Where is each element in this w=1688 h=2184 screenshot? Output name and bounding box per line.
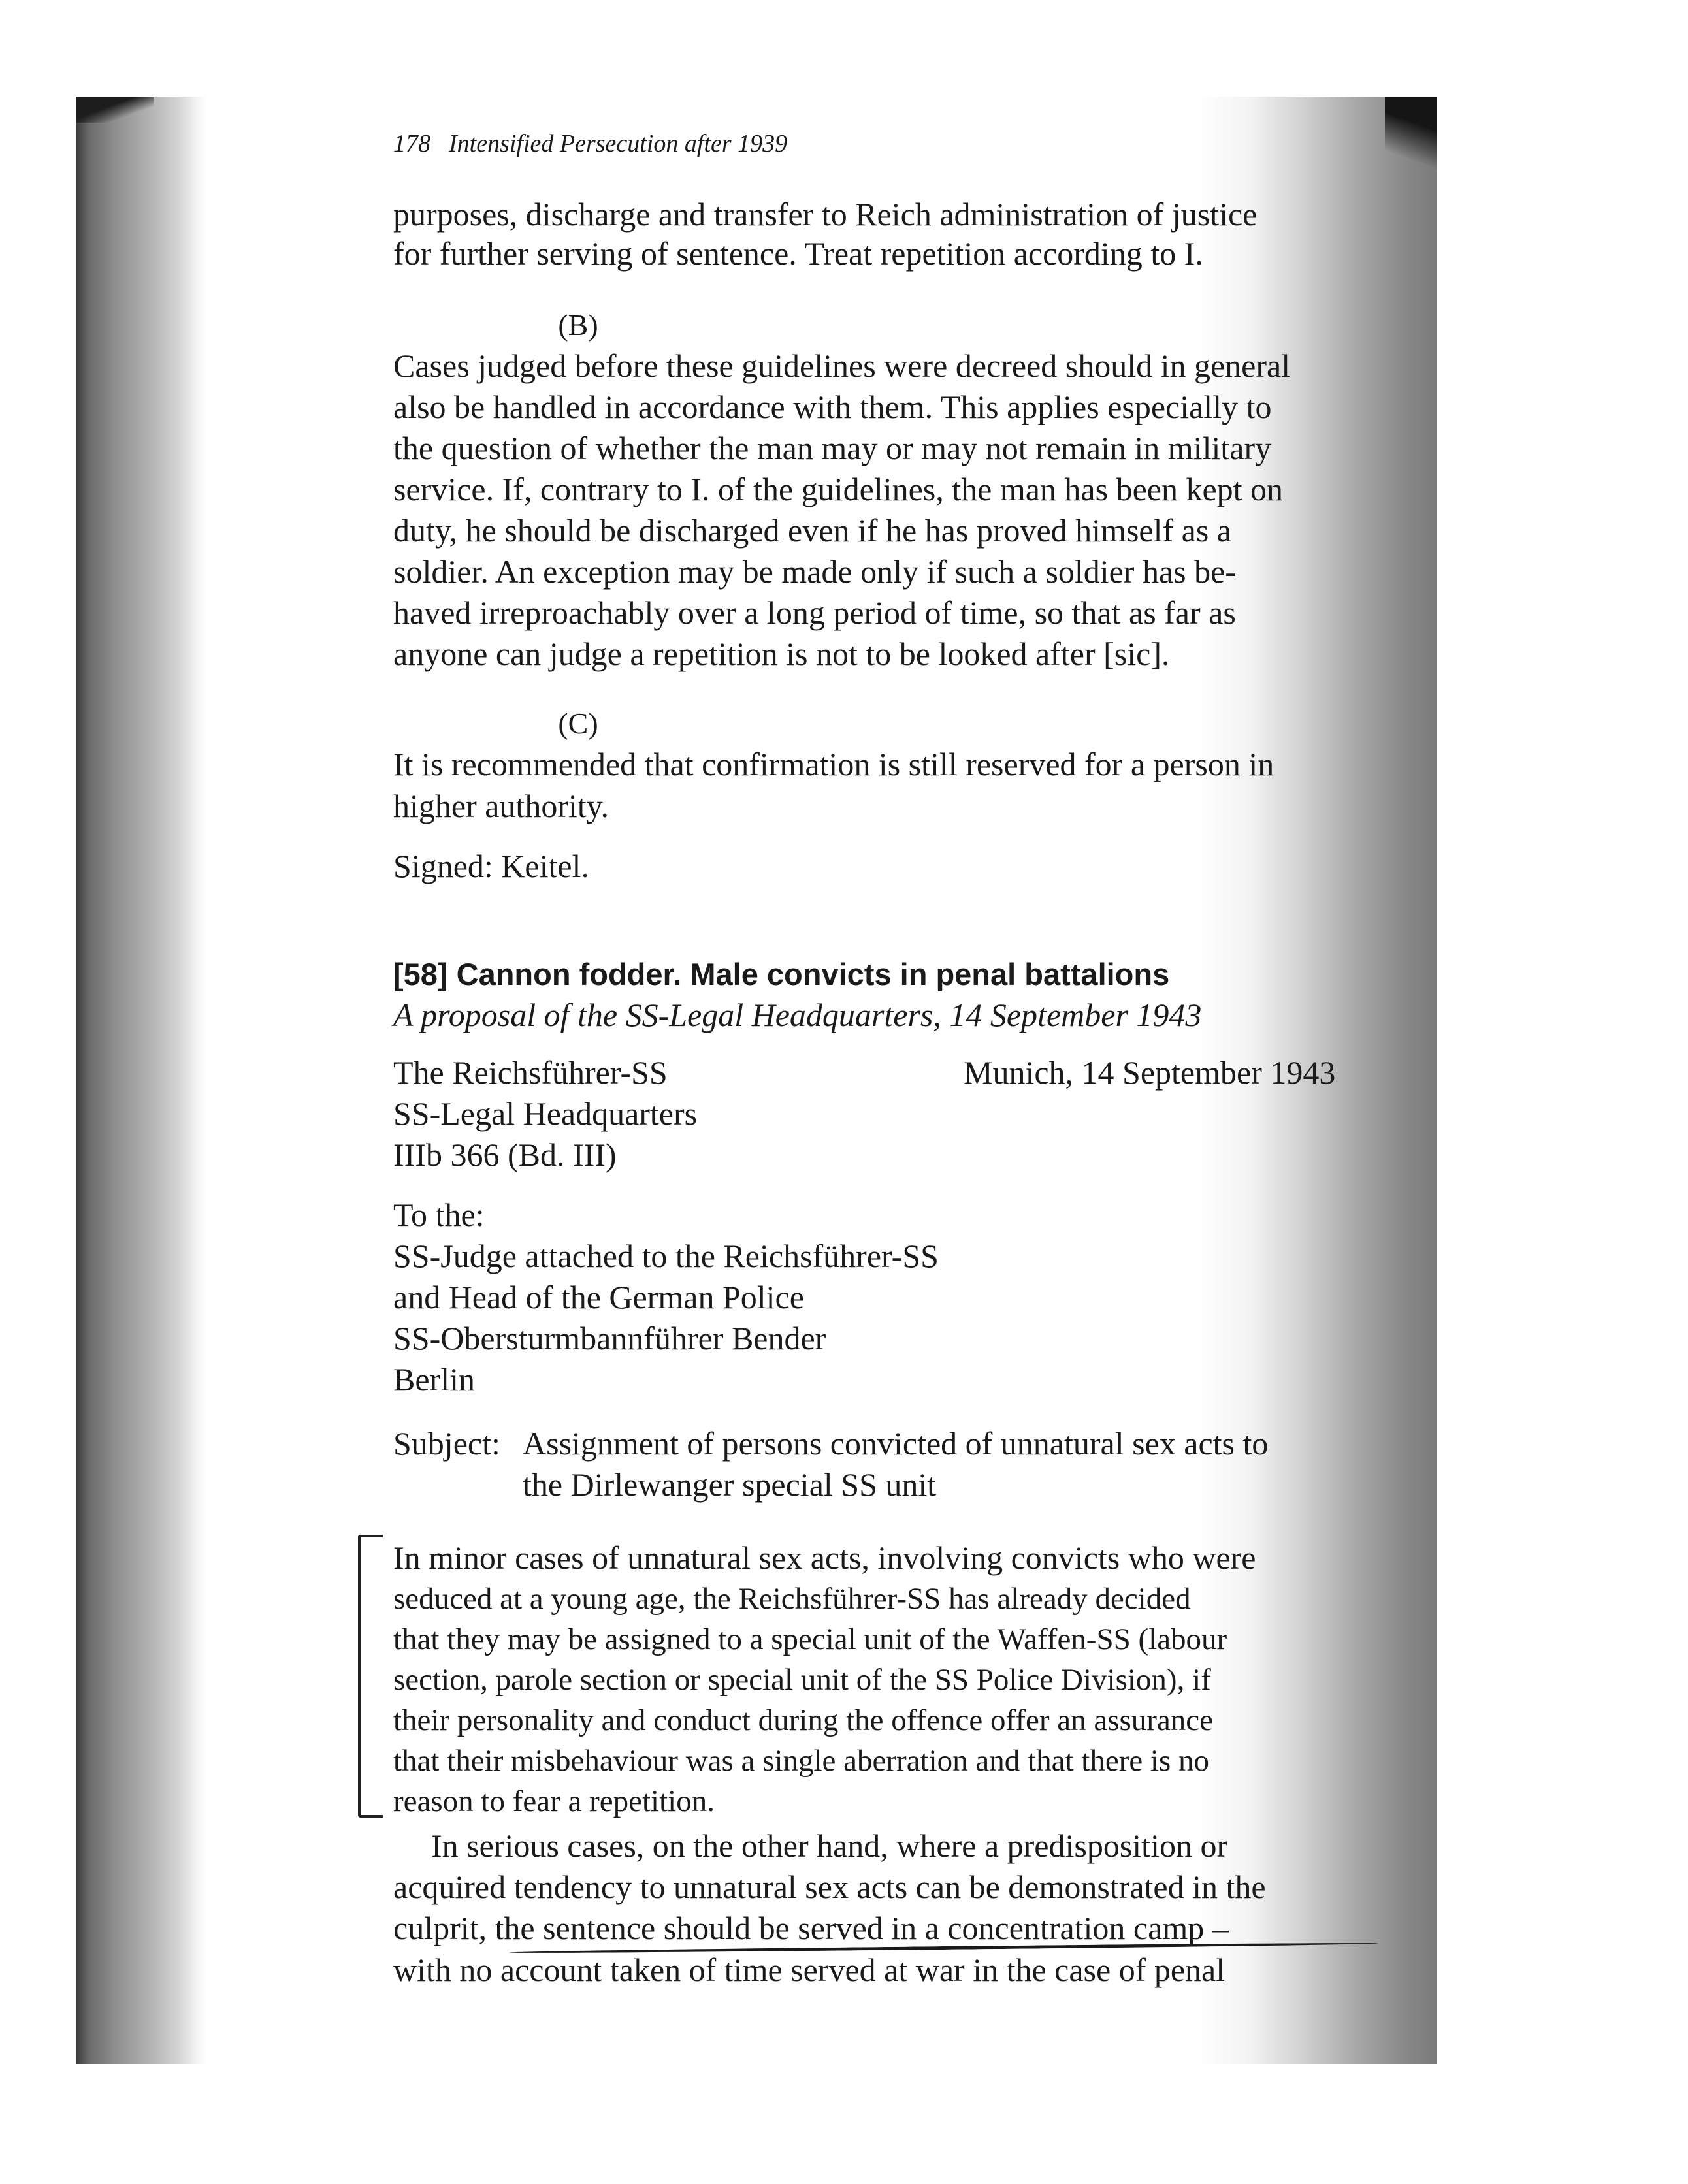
- text-line: service. If, contrary to I. of the guidelines, the man has been kept on: [393, 471, 1284, 507]
- text-line: for further serving of sentence. Treat repetition according to I.: [393, 235, 1203, 272]
- recipient-line: and Head of the German Police: [393, 1279, 804, 1315]
- text-line: In minor cases of unnatural sex acts, involving convicts who were: [393, 1539, 1256, 1576]
- text-line: culprit, the sentence should be served in a concentration camp –: [393, 1910, 1229, 1946]
- text-line: reason to fear a repetition.: [393, 1784, 715, 1818]
- text-line: seduced at a young age, the Reichsführer-SS has already decided: [393, 1582, 1191, 1616]
- subject-line: the Dirlewanger special SS unit: [523, 1466, 937, 1503]
- signature: Signed: Keitel.: [393, 848, 589, 884]
- text-line: Cases judged before these guidelines were decreed should in general: [393, 347, 1291, 384]
- text-line: acquired tendency to unnatural sex acts can be demonstrated in the: [393, 1869, 1266, 1905]
- document-subtitle: A proposal of the SS-Legal Headquarters, 14 September 1943: [393, 997, 1202, 1033]
- sender-line: IIIb 366 (Bd. III): [393, 1136, 617, 1173]
- text-line: It is recommended that confirmation is still reserved for a person in: [393, 746, 1274, 782]
- recipient-line: Berlin: [393, 1361, 475, 1398]
- sender-line: SS-Legal Headquarters: [393, 1095, 698, 1132]
- text-line: the question of whether the man may or may not remain in military: [393, 430, 1272, 466]
- section-label-b: (B): [558, 308, 598, 342]
- text-line: duty, he should be discharged even if he has proved himself as a: [393, 512, 1231, 549]
- document-heading: [58] Cannon fodder. Male convicts in penal battalions: [393, 957, 1170, 991]
- text-line: with no account taken of time served at war in the case of penal: [393, 1951, 1225, 1988]
- text-line: section, parole section or special unit of the SS Police Division), if: [393, 1663, 1211, 1697]
- place-date: Munich, 14 September 1943: [964, 1054, 1336, 1091]
- sender-line: The Reichsführer-SS: [393, 1054, 668, 1091]
- text-line: their personality and conduct during the offence offer an assurance: [393, 1703, 1214, 1737]
- text-line: soldier. An exception may be made only if such a soldier has be-: [393, 553, 1236, 590]
- section-label-c: (C): [558, 707, 598, 740]
- text-line: that they may be assigned to a special unit of the Waffen-SS (labour: [393, 1622, 1227, 1656]
- scan-shadow-top-right: [1385, 97, 1437, 175]
- subject-line: Assignment of persons convicted of unnatural sex acts to: [523, 1425, 1269, 1462]
- running-title: Intensified Persecution after 1939: [449, 130, 788, 157]
- text-line: also be handled in accordance with them. This applies especially to: [393, 389, 1272, 425]
- text-line: In serious cases, on the other hand, where a predisposition or: [431, 1827, 1228, 1864]
- recipient-line: To the:: [393, 1196, 485, 1233]
- page-number: 178: [393, 130, 430, 157]
- recipient-line: SS-Obersturmbannführer Bender: [393, 1320, 826, 1357]
- recipient-line: SS-Judge attached to the Reichsführer-SS: [393, 1238, 939, 1274]
- text-line: anyone can judge a repetition is not to be looked after [sic].: [393, 635, 1170, 672]
- text-line: purposes, discharge and transfer to Reich administration of justice: [393, 196, 1258, 233]
- handwritten-bracket-mark: [358, 1535, 383, 1818]
- text-line: higher authority.: [393, 788, 609, 824]
- text-line: haved irreproachably over a long period of time, so that as far as: [393, 594, 1236, 631]
- scan-shadow-top-left: [76, 97, 154, 123]
- text-line: that their misbehaviour was a single aberration and that there is no: [393, 1744, 1210, 1778]
- running-header: [393, 124, 787, 163]
- subject-label: Subject:: [393, 1425, 500, 1462]
